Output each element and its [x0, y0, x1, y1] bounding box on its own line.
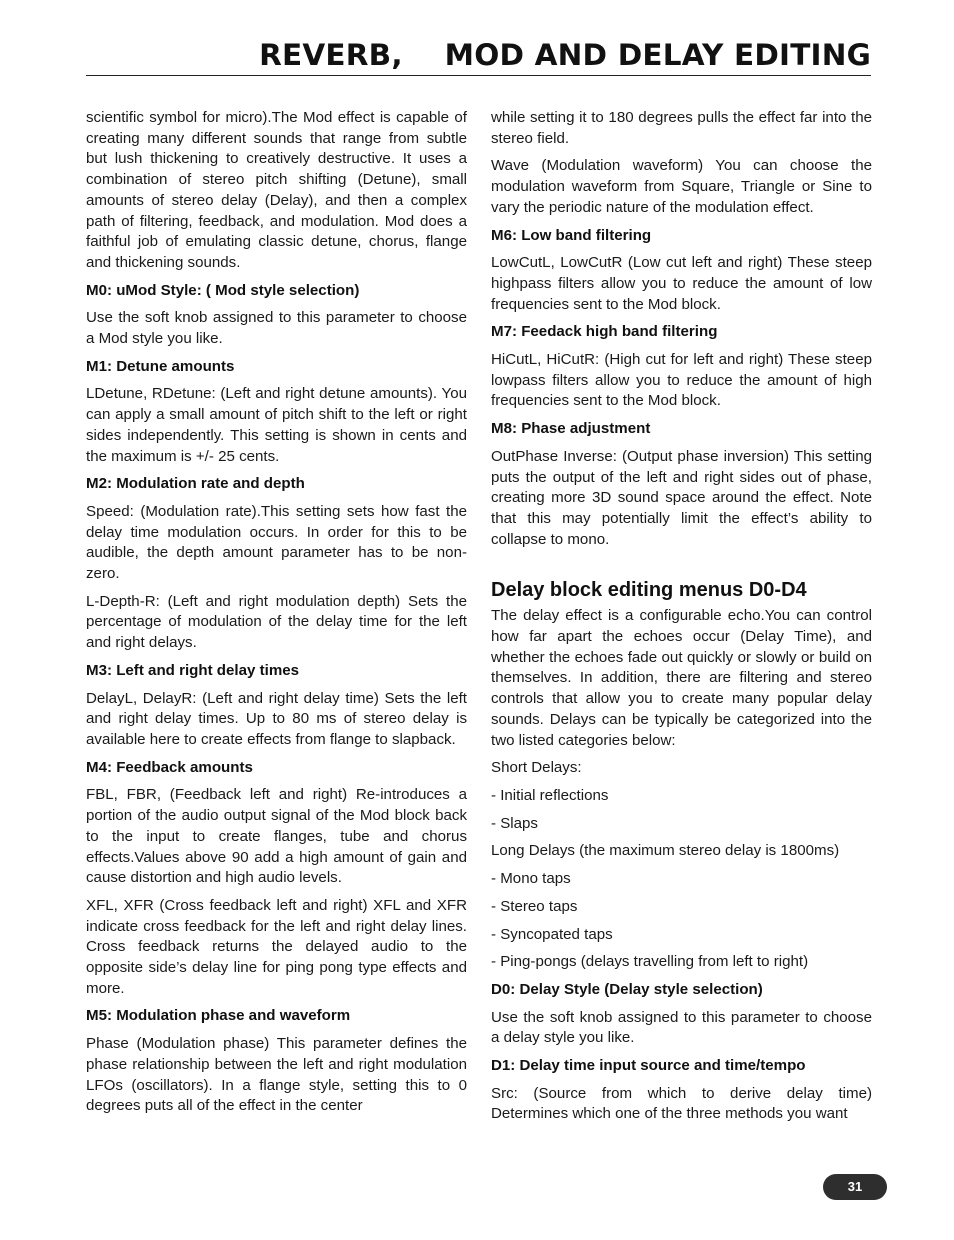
page-number-badge: 31 [823, 1174, 887, 1200]
d0-heading: D0: Delay Style (Delay style selection) [491, 980, 763, 998]
m7-paragraph: HiCutL, HiCutR: (High cut for left and right) These steep lowpass filters allow you to reduce the amount of high frequencies sent to the Mod block. [491, 351, 872, 410]
m4-paragraph-cross-feedback: XFL, XFR (Cross feedback left and right) XFL and XFR indicate cross feedback for the left and right delay lines. Cross feedback returns the delayed audio to the opposite side’s delay line for ping pong type effects and more. [86, 896, 467, 997]
delay-section-heading: Delay block editing menus D0-D4 [491, 579, 807, 602]
m4-paragraph-feedback: FBL, FBR, (Feedback left and right) Re-introduces a portion of the audio output signal of the Mod block back to the input to create flanges, tube and chorus effects.Values above 90 add a high amount of gain and cause distortion and high audio levels. [86, 786, 467, 887]
page-title: REVERB, MOD AND DELAY EDITING [259, 38, 871, 72]
m3-heading: M3: Left and right delay times [86, 661, 300, 679]
m5-paragraph-phase: Phase (Modulation phase) This parameter defines the phase relationship between the left and right modulation LFOs (oscillators). In a flange style, setting this to 0 degrees puts all of the effect in the center [86, 1035, 467, 1115]
m0-paragraph: Use the soft knob assigned to this parameter to choose a Mod style you like. [86, 309, 467, 348]
m5-heading: M5: Modulation phase and waveform [86, 1007, 351, 1025]
m2-heading: M2: Modulation rate and depth [86, 475, 305, 493]
m6-heading: M6: Low band filtering [491, 226, 652, 244]
m2-paragraph-speed: Speed: (Modulation rate).This setting sets how fast the delay time modulation occurs. In order for this to be audible, the depth amount parameter has to be non-zero. [86, 502, 467, 583]
m8-heading: M8: Phase adjustment [491, 420, 651, 438]
list-item: - Mono taps [491, 870, 571, 888]
short-delays-label: Short Delays: [491, 759, 582, 777]
delay-intro-paragraph: The delay effect is a configurable echo.You can control how far apart the echoes occur (Delay Time), and whether the echoes fade out quickly or slowly or build on themselves. In addition, there are filtering and stereo controls that allow you to create many popular delay sounds. Delays can be typically be categorized into the two listed categories below: [491, 607, 872, 749]
m2-paragraph-depth: L-Depth-R: (Left and right modulation depth) Sets the percentage of modulation of the delay time for the left and right delays. [86, 592, 467, 652]
list-item: - Ping-pongs (delays travelling from left to right) [491, 953, 809, 971]
m7-heading: M7: Feedack high band filtering [491, 323, 718, 341]
d1-paragraph: Src: (Source from which to derive delay time) Determines which one of the three methods you want [491, 1084, 872, 1123]
header-divider [86, 75, 871, 76]
list-item: - Stereo taps [491, 897, 578, 915]
m1-paragraph: LDetune, RDetune: (Left and right detune amounts). You can apply a small amount of pitch shift to the left or right sides independently. This setting is shown in cents and the maximum is +/- 25 cents. [86, 385, 467, 465]
m5-paragraph-continued: while setting it to 180 degrees pulls the effect far into the stereo field. [491, 109, 872, 147]
m5-paragraph-wave: Wave (Modulation waveform) You can choose the modulation waveform from Square, Triangle or Sine to vary the periodic nature of the modulation effect. [491, 157, 872, 216]
right-column [491, 108, 872, 1132]
intro-paragraph: scientific symbol for micro).The Mod effect is capable of creating many different sounds that range from subtle but lush thickening to creatively destructive. It uses a combination of stereo pitch shifting (Detune), small amounts of stereo delay (Delay), and then a complex path of filtering, feedback, and modulation. Mod does a faithful job of emulating classic detune, chorus, flange and thickening sounds. [86, 109, 467, 271]
m3-paragraph: DelayL, DelayR: (Left and right delay time) Sets the left and right delay times. Up to 80 ms of stereo delay is available here to create effects from flange to slapback. [86, 689, 467, 748]
m8-paragraph: OutPhase Inverse: (Output phase inversion) This setting puts the output of the left and right sides out of phase, creating more 3D sound space around the effect. Note that this may potentially limit the effect’s ability to collapse to mono. [491, 447, 872, 548]
list-item: - Syncopated taps [491, 925, 613, 943]
m6-paragraph: LowCutL, LowCutR (Low cut left and right) These steep highpass filters allow you to reduce the amount of low frequencies sent to the Mod block. [491, 254, 872, 313]
left-column [86, 108, 467, 1124]
long-delays-label: Long Delays (the maximum stereo delay is 1800ms) [491, 842, 840, 860]
d0-paragraph: Use the soft knob assigned to this parameter to choose a delay style you like. [491, 1008, 872, 1047]
m0-heading: M0: uMod Style: ( Mod style selection) [86, 281, 360, 299]
list-item: - Slaps [491, 814, 538, 832]
d1-heading: D1: Delay time input source and time/tempo [491, 1057, 806, 1075]
m4-heading: M4: Feedback amounts [86, 758, 253, 776]
m1-heading: M1: Detune amounts [86, 357, 235, 375]
list-item: - Initial reflections [491, 786, 609, 804]
